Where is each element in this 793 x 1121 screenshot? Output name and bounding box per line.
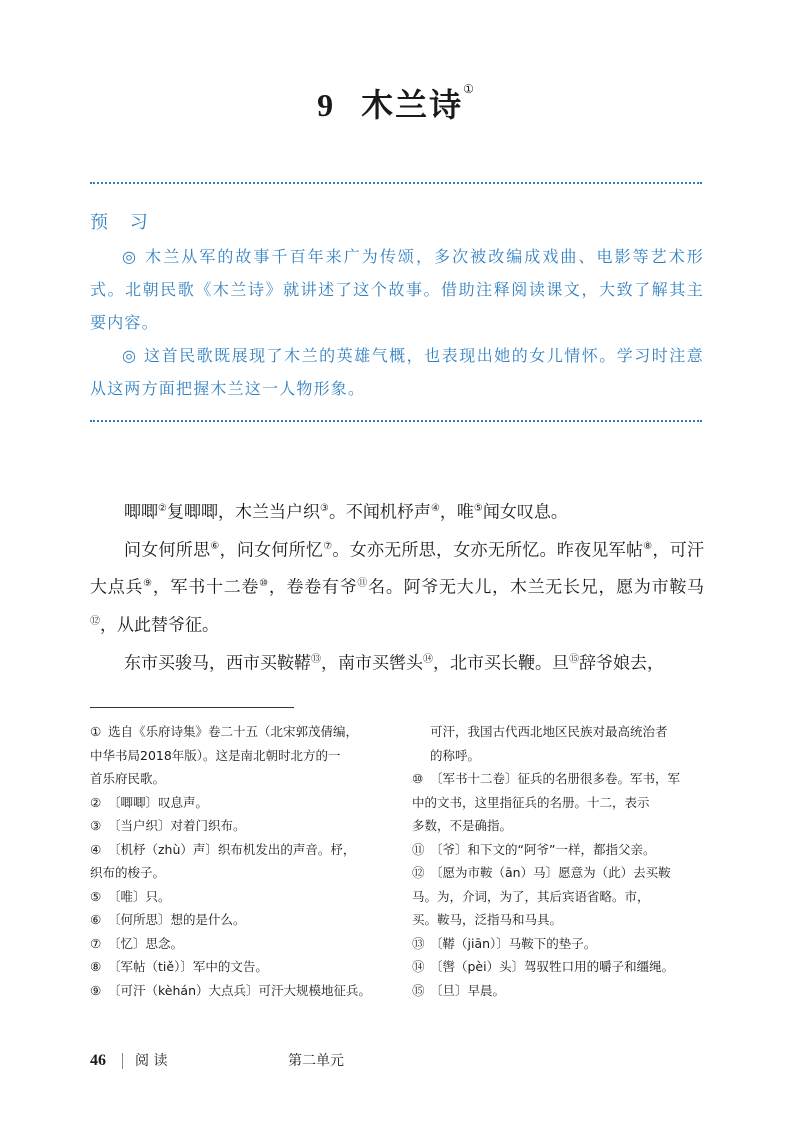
footnote-mark: ⑬ (412, 935, 425, 951)
footer-unit: 第二单元 (288, 1053, 344, 1069)
footnote-mark: ⑩ (412, 771, 424, 786)
footnote-mark: ⑮ (412, 982, 425, 998)
footnotes-left-column (90, 720, 388, 1002)
footnote-text: 〔鞯（jiān）〕马鞍下的垫子。 (430, 935, 597, 951)
title-footnote-mark: ① (463, 82, 476, 96)
footnote-text: 〔爷〕和下文的“阿爷”一样，都指父亲。 (430, 841, 656, 857)
poem-body (90, 492, 704, 680)
page-title (0, 80, 793, 126)
footnote-text: 〔辔（pèi）头〕驾驭牲口用的嚼子和缰绳。 (430, 959, 675, 974)
footnote-text: 〔唯〕只。 (108, 888, 171, 904)
footnote-text: 马。为，介词，为了，其后宾语省略。市， (412, 888, 650, 904)
footnote-item (412, 838, 704, 862)
footnote-item (412, 861, 704, 932)
footnote-text: 〔何所思〕想的是什么。 (108, 912, 246, 927)
page-number: 46 (90, 1052, 106, 1069)
footnote-mark: ⑤ (90, 888, 102, 904)
footnote-mark: ④ (90, 841, 102, 857)
footnote-text: 〔机杼（zhù）声〕织布机发出的声音。杼， (108, 841, 356, 857)
footnote-item (412, 767, 704, 838)
footer-divider (122, 1053, 123, 1069)
footnote-text: 〔旦〕早晨。 (430, 982, 506, 998)
footnote-item (412, 979, 704, 1003)
footnote-text: 中华书局2018年版）。这是南北朝时北方的一 (90, 747, 341, 763)
lesson-title: 木兰诗 (361, 86, 464, 124)
poem-paragraph-3: 东市买骏马，西市买鞍鞯⑬，南市买辔头⑭，北市买长鞭。旦⑮辞爷娘去， (124, 653, 664, 674)
preview-top-divider (90, 182, 702, 184)
footnote-rule (90, 707, 294, 708)
footnote-mark: ③ (90, 818, 102, 833)
footnote-text: 多数，不是确指。 (412, 818, 513, 833)
footnote-text: 〔军书十二卷〕征兵的名册很多卷。军书，军 (430, 771, 681, 786)
footnote-item (90, 979, 388, 1003)
footnote-item (90, 955, 388, 979)
footnote-text: 〔可汗（kèhán）大点兵〕可汗大规模地征兵。 (108, 982, 371, 998)
footnote-text: 〔忆〕思念。 (108, 935, 184, 951)
footnote-mark: ⑪ (412, 841, 425, 857)
footnote-mark: ⑦ (90, 935, 102, 951)
footnote-text: 织布的梭子。 (90, 865, 166, 880)
footnote-mark: ⑧ (90, 959, 102, 974)
footnote-item (412, 955, 704, 979)
preview-paragraph-1: ◎ 木兰从军的故事千百年来广为传颂，多次被改编成戏曲、电影等艺术形式。北朝民歌《木兰诗》就讲述了这个故事。借助注释阅读课文，大致了解其主要内容。 (90, 247, 704, 332)
footnote-item (90, 720, 388, 791)
footnote-item (412, 932, 704, 956)
footnote-item (90, 814, 388, 838)
footnote-text: 买。鞍马，泛指马和马具。 (412, 912, 563, 927)
footnote-item (90, 791, 388, 815)
poem-paragraph-1: 唧唧②复唧唧，木兰当户织③。不闻机杼声④，唯⑤闻女叹息。 (124, 502, 568, 523)
preview-bottom-divider (90, 420, 702, 422)
footnote-text: 〔唧唧〕叹息声。 (108, 794, 209, 810)
footnote-text: 选自《乐府诗集》卷二十五（北宋郭茂倩编， (108, 724, 359, 739)
footnote-continuation: 可汗，我国古代西北地区民族对最高统治者 的称呼。 (430, 724, 668, 763)
preview-paragraph-2: ◎ 这首民歌既展现了木兰的英雄气概，也表现出她的女儿情怀。学习时注意从这两方面把握木兰这一人物形象。 (90, 346, 704, 398)
footnote-mark: ② (90, 794, 102, 810)
footnote-text: 〔军帖（tiě）〕军中的文告。 (108, 959, 268, 974)
footnote-item (90, 838, 388, 885)
footnote-mark: ⑥ (90, 912, 102, 927)
preview-box (90, 240, 704, 405)
footnote-text: 中的文书，这里指征兵的名册。十二，表示 (412, 794, 650, 810)
footer-section: 阅 读 (135, 1053, 168, 1069)
footnote-mark: ⑫ (412, 865, 425, 880)
page-footer (90, 1050, 344, 1070)
footnote-item (90, 908, 388, 932)
footnote-item (90, 932, 388, 956)
footnote-mark: ⑭ (412, 959, 425, 974)
footnote-mark: ⑨ (90, 982, 102, 998)
footnote-text: 首乐府民歌。 (90, 771, 166, 786)
lesson-number: 9 (317, 87, 336, 123)
footnote-text: 〔当户织〕对着门织布。 (108, 818, 246, 833)
poem-paragraph-2: 问女何所思⑥，问女何所忆⑦。女亦无所思，女亦无所忆。昨夜见军帖⑧，可汗大点兵⑨，军书十二卷⑩，卷卷有爷⑪名。阿爷无大儿，木兰无长兄，愿为市鞍马⑫，从此替爷征。 (90, 540, 705, 636)
footnote-mark: ① (90, 724, 102, 739)
preview-heading: 预 习 (90, 212, 156, 233)
footnote-text: 〔愿为市鞍（ān）马〕愿意为（此）去买鞍 (430, 865, 671, 880)
footnote-item (90, 885, 388, 909)
footnotes-right-column (412, 720, 704, 1002)
